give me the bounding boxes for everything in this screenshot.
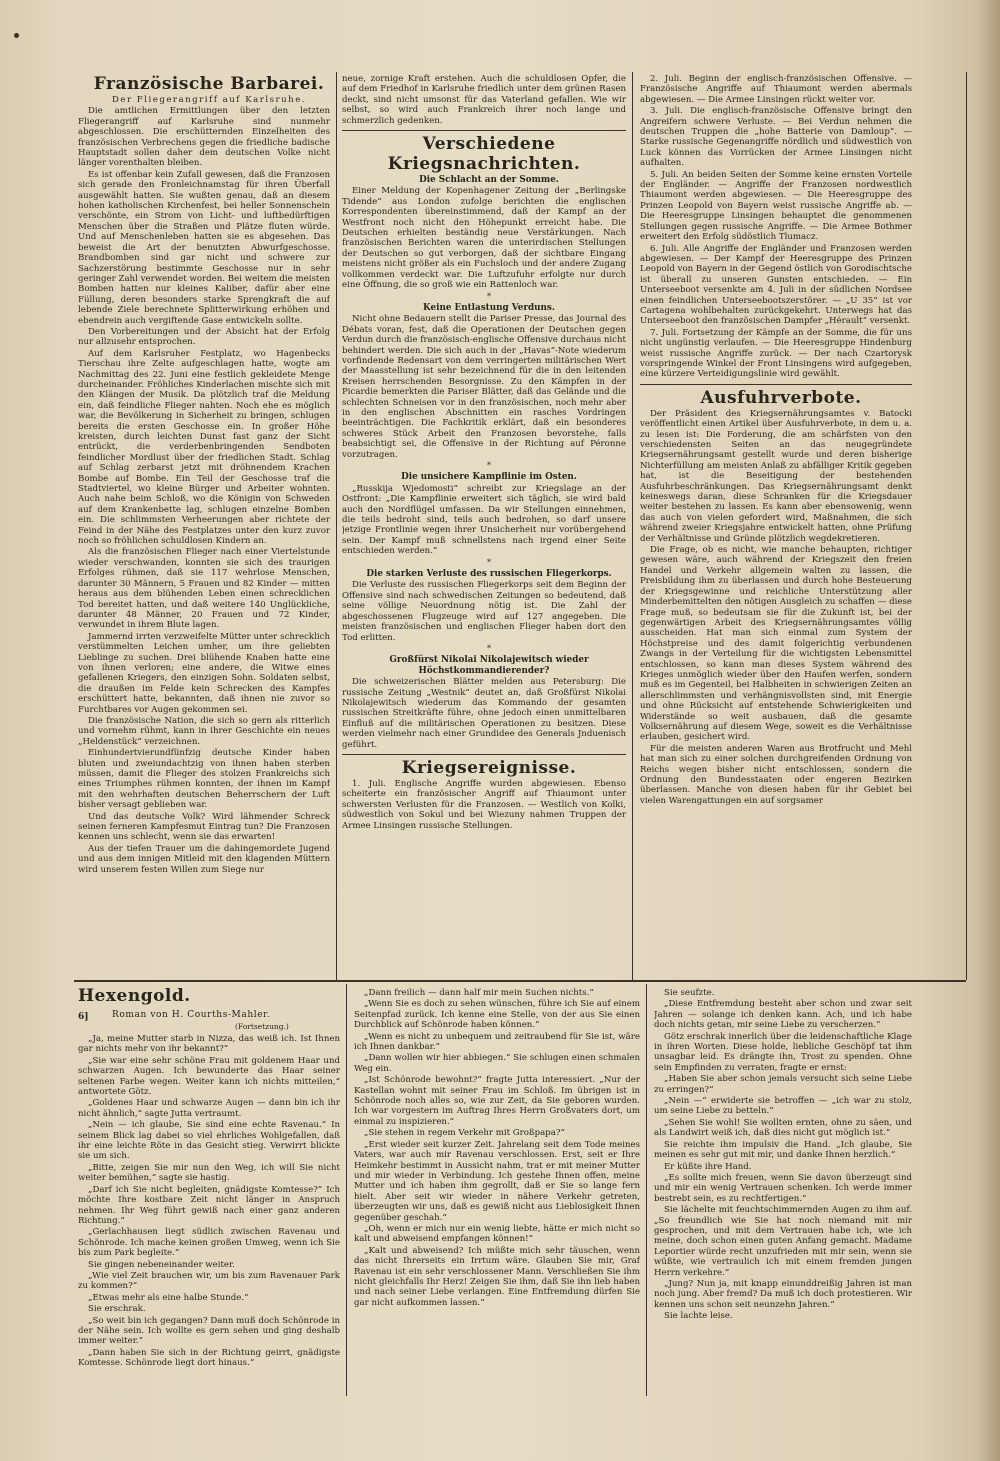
serial-paragraph: „Etwas mehr als eine halbe Stunde.“ <box>88 1292 249 1303</box>
serial-paragraph: „Oh, wenn er mich nur ein wenig liebte, hätte er mich nicht so kalt und abweisend empfangen können!“ <box>354 1223 640 1245</box>
separator-star: * <box>487 461 491 470</box>
news-paragraph: Die Verluste des russischen Fliegerkorps seit dem Beginn der Offensive sind nach schwedischen Zeitungen so bedeutend, daß seine völlige Neuordnung nötig ist. Die Zahl der abgeschossenen Flugzeuge wird auf 127 angegeben. Die meisten französischen und englischen Flieger haben dort den Tod erlitten. <box>342 580 626 643</box>
news-paragraph: Die schweizerischen Blätter melden aus Petersburg: Die russische Zeitung „Westnik“ deutet an, daß Großfürst Nikolai Nikolajewitsch wiederum das Kommando der gesamten russischen Streitkräfte führe, ohne jedoch einen unmittelbaren Einfluß auf die militärischen Operationen zu besitzen. Diese werden vielmehr nach einer Grundidee des Generals Jnduenisch geführt. <box>342 677 626 750</box>
serial-paragraph: „Dann haben Sie sich in der Richtung geirrt, gnädigste Komtesse. Schönrode liegt dort hinaus.“ <box>78 1347 340 1369</box>
serial-paragraph: Sie lachte leise. <box>664 1311 733 1322</box>
section-title: Kriegsereignisse. <box>401 757 577 778</box>
serial-paragraph: Sie reichte ihm impulsiv die Hand. „Ich glaube, Sie meinen es sehr gut mit mir, und danke Ihnen herzlich.“ <box>654 1139 912 1161</box>
subheading: Die unsichere Kampflinie im Osten. <box>401 472 577 483</box>
serial-paragraph: „Ja, meine Mutter starb in Nizza, das weiß ich. Ist Ihnen gar nichts mehr von ihr bekannt?“ <box>78 1034 340 1055</box>
serial-paragraph: „Dann wollen wir hier abbiegen.“ Sie schlugen einen schmalen Weg ein. <box>354 1053 640 1074</box>
event-entry: 2. Juli. Beginn der englisch-französischen Offensive. — Französische Angriffe auf Thiaumont werden abermals abgewiesen. — Die Armee Linsingen rückt weiter vor. <box>640 74 912 105</box>
section-divider <box>342 754 626 755</box>
article-paragraph: Einhundertvierundfünfzig deutsche Kinder haben bluten und zweiundachtzig von ihnen haben sterben müssen, damit die Flieger des stolzen Frankreichs sich eines Triumphes rühmen konnten, der ihnen im Kampf mit den wehrhaften deutschen Beherrschern der Luft bisher versagt geblieben war. <box>78 748 330 811</box>
section-title: Ausfuhrverbote. <box>700 387 862 408</box>
section-separator <box>74 980 966 982</box>
serial-paragraph: Sie seufzte. <box>664 988 715 998</box>
serial-paragraph: „Erst wieder seit kurzer Zeit. Jahrelang seit dem Tode meines Vaters, war auch mir Ravenau verschlossen. Erst, seit er Ihre Heimkehr bestimmt in Aussicht nahm, trat er mit meiner Mutter und mir wieder in Verbindung. Ich gestehe Ihnen offen, meine Mutter und ich haben ihm gegrollt, daß er Sie so lange fern hielt. Aber seit wir wieder in nähere Verkehr getreten, überzeugten wir uns, daß es gewiß nicht aus Lieblosigkeit Ihnen gegenüber geschah.“ <box>354 1139 640 1223</box>
serial-author: Roman von H. Courths-Mahler. <box>112 1010 271 1020</box>
column-events-export <box>640 74 912 978</box>
serial-number: 6] <box>78 1012 89 1022</box>
separator-star: * <box>487 291 491 301</box>
article-paragraph: Und das deutsche Volk? Wird lähmender Schreck seinen ferneren Kampfesmut Eintrag tun? Die Franzosen kennen uns schlecht, wenn sie das erwarten! <box>78 811 330 843</box>
article-paragraph: Auf dem Karlsruher Festplatz, wo Hagenbecks Tierschau ihre Zelte aufgeschlagen hatte, wogte am Nachmittag des 22. Juni eine festlich gekleidete Menge durcheinander. Fröhliches Kinderlachen mischte sich mit den Klängen der Musik. Da plötzlich traf die Meldung ein, daß feindliche Flieger nahten. Noch ehe es möglich war, die Bevölkerung in Sicherheit zu bringen, schlugen bereits die ersten Geschosse ein. In großer Höhe kreisten, durch leichten Dunst fast ganz der Sicht entrückt, die verderbenbringenden Sendboten feindlicher Mordlust über der friedlichen Stadt. Schlag auf Schlag zerbarst jetzt mit dröhnendem Krachen Bombe auf Bombe. Ein Teil der Geschosse traf die Stadtviertel, wo kleine Bürger und Arbeiter wohnten. Auch nahe beim Schloß, wo die Königin von Schweden auf dem Krankenbette lag, schlugen einzelne Bomben ein. Die schlimmsten Verheerungen aber richtete der Feind in der Nähe des Festplatzes unter den kurz zuvor noch so fröhlichen schuldlosen Kindern an. <box>78 348 330 547</box>
subheading: Die Schlacht an der Somme. <box>419 175 559 186</box>
serial-rule-1 <box>346 984 347 1396</box>
article-paragraph: Aus der tiefen Trauer um die dahingemordete Jugend und aus dem innigen Mitleid mit den klagenden Müttern wird unserem festen Willen zum Siege nur <box>78 843 330 875</box>
article-subtitle: Der Fliegerangriff auf Karlsruhe. <box>111 95 307 105</box>
event-entry: 5. Juli. An beiden Seiten der Somme keine ernsten Vorteile der Engländer. — Angriffe der Franzosen nordwestlich Thiaumont werden abgewiesen. — Die Heeresgruppe des Prinzen Leopold von Bayern weist russische Angriffe ab. — Die Heeresgruppe Linsingen behauptet die genommenen Stellungen gegen russische Angriffe. — Die Armee Bothmer erweitert den Erfolg südöstlich Tlumacz. <box>640 169 912 243</box>
serial-paragraph: „Nein —“ erwiderte sie betroffen — „ich war zu stolz, um seine Liebe zu betteln.“ <box>654 1096 912 1117</box>
serial-paragraph: „Ist Schönrode bewohnt?“ fragte Jutta interessiert. „Nur der Kastellan wohnt mit seiner Frau im Schloß. Im übrigen ist in Schönrode noch alles so, wie zur Zeit, da Sie geboren wurden. Ich war vorgestern im Auftrag Ihres Herrn Großvaters dort, um einmal zu inspizieren.“ <box>354 1075 640 1127</box>
section-divider <box>342 130 626 131</box>
subheading: Großfürst Nikolai Nikolajewitsch wieder Höchstkommandierender? <box>389 655 589 676</box>
serial-paragraph: Götz erschrak innerlich über die leidenschaftliche Klage in ihren Worten. Diese holde, liebliche Geschöpf tat ihm unsagbar leid. Es drängte ihn, Trost zu spenden. Ohne sein Empfinden zu verraten, fragte er ernst: <box>654 1031 912 1073</box>
serial-paragraph: „Wenn es nicht zu unbequem und zeitraubend für Sie ist, wäre ich Ihnen dankbar.“ <box>354 1031 640 1053</box>
article-paragraph: Es ist offenbar kein Zufall gewesen, daß die Franzosen sich gerade den Fronleichnamstag für ihren Überfall ausgewählt hatten. Sie wußten genau, daß an diesem hohen katholischen Kirchenfest, bei heller Sonnenschein verschönte, ein Strom von Licht- und luftbedürftigen Menschen über die Straßen und Plätze fluten würde. Und auf Menschenleben hatten sie es abgesehen. Das beweist die Art der benutzten Abwurfgeschosse. Brandbomben sind gar nicht und schwere zur Sachzerstörung bestimmte Geschosse nur in sehr geringer Zahl verwendet worden. Bei weitem die meisten Bomben hatten nur kleines Kaliber, dafür aber eine Füllung, deren besonders starke Sprengkraft die auf lebende Ziele berechnete Splitterwirkung erhöhen und ebendrein auch vergiftende Gase entwickeln sollte. <box>78 169 330 326</box>
article-title: Französische Barbarei. <box>93 74 325 94</box>
serial-continuation: (Fortsetzung.) <box>235 1022 289 1031</box>
serial-paragraph: „Bitte, zeigen Sie mir nun den Weg, ich will Sie nicht weiter bemühen,“ sagte sie hastig. <box>78 1162 340 1184</box>
serial-paragraph: „Goldenes Haar und schwarze Augen — dann bin ich ihr nicht ähnlich,“ sagte Jutta vertraumt. <box>78 1098 340 1119</box>
serial-paragraph: „Jung? Nun ja, mit knapp einunddreißig Jahren ist man noch jung. Aber fremd? Da muß ich doch protestieren. Wir kennen uns schon seit neunzehn Jahren.“ <box>654 1278 912 1310</box>
events-paragraph: 1. Juli. Englische Angriffe wurden abgewiesen. Ebenso scheiterte ein französischer Angriff auf Thiaumont unter schwersten Verlusten für die Franzosen. — Westlich von Kolki, südwestlich von Sokul und bei Wiezuny nahmen Truppen der Armee Linsingen russische Stellungen. <box>342 778 626 831</box>
serial-paragraph: „Kalt und abweisend? Ich müßte mich sehr täuschen, wenn das nicht Ihrerseits ein Irrtum wäre. Glauben Sie mir, Graf Ravenau ist ein sehr verschlossener Mann. Verschließen Sie ihm nicht gleichfalls Ihr Herz! Zeigen Sie ihm, daß Sie ihn lieb haben und nach seiner Liebe verlangen. Eine Entfremdung dürfen Sie gar nicht aufkommen lassen.“ <box>354 1245 640 1308</box>
serial-paragraph: „Diese Entfremdung besteht aber schon und zwar seit Jahren — solange ich denken kann. Ach, und ich habe doch nichts getan, mir seine Liebe zu verscherzen.“ <box>654 999 912 1031</box>
serial-paragraph: „Gerlachhausen liegt südlich zwischen Ravenau und Schönrode. Ich mache keinen großen Umweg, wenn ich Sie bis zum Park begleite.“ <box>78 1227 340 1259</box>
serial-column-1 <box>78 1034 340 1396</box>
separator-star: * <box>487 557 491 567</box>
article-paragraph: Die amtlichen Ermittlungen über den letzten Fliegerangriff auf Karlsruhe sind nunmehr abgeschlossen. Die erschütternden Einzelheiten des französischen Verbrechens gegen die friedliche badische Hauptstadt sollen daher dem deutschen Volke nicht länger vorenthalten bleiben. <box>78 106 330 169</box>
export-paragraph: Die Frage, ob es nicht, wie manche behaupten, richtiger gewesen wäre, auch während der Kriegszeit den freien Handel und Verkehr allgemein walten zu lassen, die Preisbildung ihm zu überlassen und durch hohe Besteuerung der Kriegsgewinne und reichliche Unterstützung aller Minderbemittelten den nötigen Ausgleich zu schaffen — diese Frage muß, so bedeutsam sie für die Zukunft ist, bei der gegenwärtigen Arbeit des Kriegsernährungsamtes völlig ausscheiden. Hat man sich einmal zum System der Höchstpreise und des damit folgerichtig verbundenen Zwangs in der Verteilung für die wichtigsten Lebensmittel entschlossen, so kann man dieses System während des Krieges unmöglich wieder über den Haufen werfen, sondern muß es im Gegenteil, bei Halbheiten in schwierigen Zeiten an allerschlimmsten und verhängnisvollsten sind, mit Energie und ohne Rücksicht auf entstehende Schwierigkeiten und Widerstände so weit ausbauen, daß die gesamte Volksernährung auf diesem Wege, soweit es die Verhältnisse erlauben, gesichert wird. <box>640 545 912 743</box>
serial-paragraph: „Sehen Sie wohl! Sie wollten ernten, ohne zu säen, und als Landwirt weiß ich, daß dies nicht gut möglich ist.“ <box>654 1117 912 1139</box>
column-rule-right <box>966 72 967 980</box>
article-paragraph: Jammernd irrten verzweifelte Mütter unter schrecklich verstümmelten Leichen umher, um ihre geliebten Lieblinge zu suchen. Drei blühende Knaben hatte eine von ihnen verloren; eine andere, die Witwe eines gefallenen Kriegers, den einzigen Sohn. Soldaten selbst, die draußen im Felde kein Schrecken des Kampfes erschüttert hatte, bekannten, daß ihnen nie zuvor so Furchtbares vor Augen gekommen sei. <box>78 631 330 715</box>
serial-paragraph: „Wie viel Zeit brauchen wir, um bis zum Ravenauer Park zu kommen?“ <box>78 1270 340 1292</box>
event-entry: 3. Juli. Die englisch-französische Offensive bringt den Angreifern schwere Verluste. — Bei Verdun nehmen die deutschen Truppen die „hohe Batterie von Damloup“. — Starke russische Gegenangriffe nördlich und südwestlich von Luck können das Vorrücken der Armee Linsingen nicht aufhalten. <box>640 106 912 169</box>
event-entry: 7. Juli. Fortsetzung der Kämpfe an der Somme, die für uns nicht ungünstig verlaufen. — Die Heeresgruppe Hindenburg weist russische Angriffe zurück. — Der nach Czartorysk vorspringende Winkel der Front Linsingens wird aufgegeben, eine kürzere Verteidigungslinie wird gewählt. <box>640 327 912 380</box>
separator-star: * <box>487 643 491 653</box>
serial-paragraph: „Darf ich Sie nicht begleiten, gnädigste Komtesse?“ Ich möchte Ihre kostbare Zeit nicht länger in Anspruch nehmen. Ihr Weg führt gewiß nach einer ganz anderen Richtung.“ <box>78 1184 340 1226</box>
serial-paragraph: „Haben Sie aber schon jemals versucht sich seine Liebe zu erringen?“ <box>654 1074 912 1095</box>
subheading: Die starken Verluste des russischen Fliegerkorps. <box>366 569 612 580</box>
column-rule-2 <box>632 72 633 980</box>
serial-paragraph: „Dann freilich — dann half mir mein Suchen nichts.“ <box>364 988 594 998</box>
serial-paragraph: „Es sollte mich freuen, wenn Sie davon überzeugt sind und mir ein wenig Vertrauen schenken. Ich werde immer bestrebt sein, es zu rechtfertigen.“ <box>654 1172 912 1204</box>
column-rule-1 <box>336 72 337 980</box>
article-barbarei <box>78 74 330 978</box>
news-paragraph: „Russkija Wjedomosti“ schreibt zur Kriegslage an der Ostfront: „Die Kampflinie erweitert sich täglich, sie wird bald auch den Nordflügel umfassen. Da wir Stellungen einnehmen, die teils bedroht sind, teils auch bedrohen, so darf unsere jetzige Frontlinie wegen ihrer Unsicherheit nur vorübergehend sein. Der Kampf muß schnellstens nach irgend einer Seite entschieden werden.“ <box>342 483 626 557</box>
subheading: Keine Entlastung Verduns. <box>423 302 555 313</box>
event-entry: 6. Juli. Alle Angriffe der Engländer und Franzosen werden abgewiesen. — Der Kampf der Heeresgruppe des Prinzen Leopold von Bayern in der Gegend östlich von Gorodischtsche ist überall zu unseren Gunsten entschieden. — Ein Unterseeboot versenkte am 4. Juli in der südlichen Nordsee einen feindlichen Unterseebootszerstörer. — „U 35“ ist vor Cartagena wohlbehalten zurückgekehrt. Unterwegs hat das Unterseeboot den französischen Dampfer „Hérault“ versenkt. <box>640 243 912 327</box>
serial-paragraph: Sie erschrak. <box>88 1304 146 1315</box>
column-kriegsnachrichten <box>342 74 626 978</box>
article-paragraph: Als die französischen Flieger nach einer Viertelstunde wieder verschwanden, konnten sie sich des traurigen Erfolges rühmen, daß sie 117 wehrlose Menschen, darunter 30 Männern, 5 Frauen und 82 Kinder — mitten heraus aus dem blühenden Leben einen schrecklichen Tod bereitet hatten, und daß weitere 140 Unglückliche, darunter 48 Männer, 20 Frauen und 72 Kinder, verwundet in ihrem Blute lagen. <box>78 547 330 631</box>
serial-paragraph: „Sie stehen in regem Verkehr mit Großpapa?“ <box>364 1128 565 1139</box>
serial-paragraph: „Sie war eine sehr schöne Frau mit goldenem Haar und schwarzen Augen. Ich bewunderte das Haar seiner seltenen Farbe wegen. Weiter kann ich nichts mitteilen,“ antwortete Götz. <box>78 1055 340 1098</box>
section-divider <box>640 384 912 385</box>
news-paragraph: Einer Meldung der Kopenhagener Zeitung der „Berlingske Tidende“ aus London zufolge berichten die englischen Korrespondenten übereinstimmend, daß der Kampf an der Westfront noch nicht den Höhepunkt erreicht habe. Die Deutschen erhielten beständig neue Verstärkungen. Nach französischen Berichten waren die unterirdischen Stellungen der Deutschen so gut verborgen, daß der sichtbare Eingang meistens nicht größer als ein Fuchsloch und der andere Zugang vollkommen verdeckt war. Die Luftzufuhr erfolgte nur durch eine Öffnung, die so groß wie ein Rattenloch war. <box>342 186 626 291</box>
serial-paragraph: Sie gingen nebeneinander weiter. <box>88 1259 235 1270</box>
serial-rule-2 <box>646 984 647 1396</box>
ink-speck <box>14 33 19 38</box>
export-paragraph: Der Präsident des Kriegsernährungsamtes v. Batocki veröffentlicht einen Artikel über Ausfuhrverbote, in dem u. a. zu lesen ist: Die Forderung, die am schärfsten von den verschiedensten Seiten an das neugegründete Kriegsernährungsamt gestellt wurde und deren bisherige Nichterfüllung am meisten Anlaß zu abfälliger Kritik gegeben hat, ist die Beseitigung der bestehenden Ausfuhrbeschränkungen. Das Kriegsernährungsamt denkt keineswegs daran, diese Schranken für die Kriegsdauer weiter bestehen zu lassen. Es kann aber ebensowenig, wenn das auch von vielen gefordert wird, Maßnahmen, die sich während zweier Kriegsjahre entwickelt hatten, ohne Prüfung der Verhältnisse und Gründe plötzlich wegdekretieren. <box>640 408 912 544</box>
section-title: Verschiedene Kriegsnachrichten. <box>387 134 581 175</box>
serial-paragraph: „Wenn Sie es doch zu sehen wünschen, führe ich Sie auf einem Seitenpfad zurück. Ich kenne eine Stelle, von der aus Sie einen Durchblick auf Schönrode haben können.“ <box>354 999 640 1031</box>
article-paragraph: Den Vorbereitungen und der Absicht hat der Erfolg nur allzusehr entsprochen. <box>78 326 330 348</box>
serial-paragraph: „Nein — ich glaube, Sie sind eine echte Ravenau.“ In seinem Blick lag dabei so viel ehrliches Wohlgefallen, daß ihr eine leichte Röte in das Gesicht stieg. Verwirrt blickte sie um sich. <box>78 1120 340 1162</box>
export-paragraph: Für die meisten anderen Waren aus Brotfrucht und Mehl hat man sich zu einer solchen durchgreifenden Ordnung von Reichs wegen bisher nicht entschlossen, sondern die Ordnung den Bundesstaaten oder engeren Bezirken überlassen. Manche von diesen haben für ihr Gebiet bei vielen Warengattungen ein auf sorgsamer <box>640 743 912 806</box>
serial-column-3 <box>654 988 912 1396</box>
serial-paragraph: „So weit bin ich gegangen? Dann muß doch Schönrode in der Nähe sein. Ich wollte es gern sehen und ging deshalb immer weiter.“ <box>78 1315 340 1347</box>
article-paragraph: Die französische Nation, die sich so gern als ritterlich und vornehm rühmt, kann in ihrer Geschichte ein neues „Heldenstück“ verzeichnen. <box>78 715 330 747</box>
serial-title: Hexengold. <box>78 986 191 1006</box>
serial-column-2 <box>354 988 640 1396</box>
news-paragraph: Nicht ohne Bedauern stellt die Pariser Presse, das Journal des Débats voran, fest, daß die Operationen der Deutschen gegen Verdun durch die französisch-englische Offensive durchaus nicht behindert werden. Die sich auch in der „Havas“-Note wiederum vorfindende Redensart von dem verringerten militärischen Wert der Maasstellung ist sehr bezeichnend für die in den leitenden Kreisen herrschenden Besorgnisse. Zu den Kämpfen in der Picardie bemerkten die Pariser Blätter, daß das Gelände und die schlechten Schneisen vor in den französischen, noch mehr aber in den englischen Abschnitten ein rasches Vordringen beeinträchtigen. Die Fachkritik erklärt, daß ein besonderes schweres Stück Arbeit den Franzosen bevorstehe, falls beabsichtigt sei, die Offensive in der Richtung auf Péronne vorzutragen. <box>342 314 626 460</box>
serial-paragraph: Sie lächelte mit feuchtschimmernden Augen zu ihm auf. „So freundlich wie Sie hat noch niemand mit mir gesprochen, und mit dem Vertrauen habe ich, wie ich meine, doch schon einen guten Anfang gemacht. Madame Leportier würde recht unzufrieden mit mir sein, wenn sie wüßte, wie vertraulich ich mit einem fremden jungen Herrn verkehre.“ <box>654 1205 912 1278</box>
carryover-text: neue, zornige Kraft erstehen. Auch die schuldlosen Opfer, die auf dem Friedhof in Karlsruhe friedlich unter dem grünen Rasen deckt, sind nicht umsonst für das Vaterland gefallen. Wie wir selbst, so wird auch Frankreich ihrer noch lange und schmerzlich gedenken. <box>342 74 626 126</box>
page-edge-shadow <box>978 0 1000 1461</box>
serial-paragraph: Er küßte ihre Hand. <box>664 1161 752 1172</box>
